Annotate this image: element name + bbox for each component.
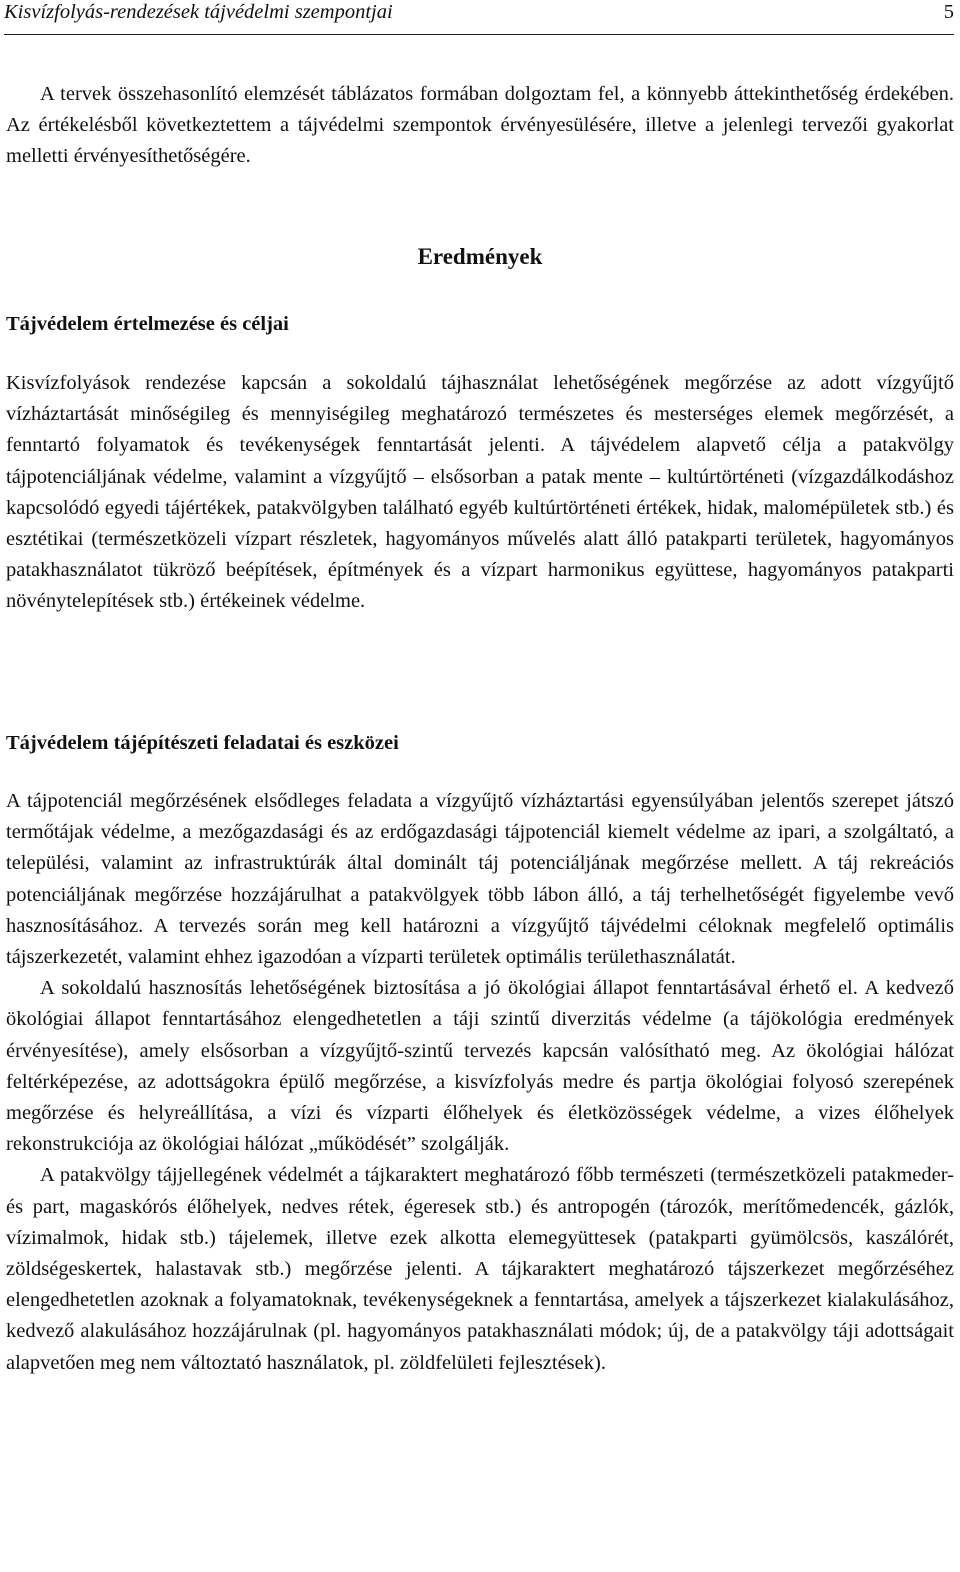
running-header bbox=[4, 0, 954, 35]
subsection-2-body bbox=[6, 786, 954, 1379]
section-title: Eredmények bbox=[417, 244, 543, 269]
subsection-2-paragraph-2: A sokoldalú hasznosítás lehetőségének biztosítása a jó ökológiai állapot fenntartásával érhető el. A kedvező ökológiai állapot fenntartásához elengedhetetlen a táji szintű diverzitás védelme (a tájökológia eredmények érvényesítése), amely elsősorban a vízgyűjtő-szintű tervezés kapcsán valósítható meg. Az ökológiai hálózat feltérképezése, az adottságokra épülő megőrzése, a kisvízfolyás medre és partja ökológiai folyosó szerepének megőrzése és helyreállítása, a vízi és vízparti élőhelyek és életközösségek védelme, a vizes élőhelyek rekonstrukciója az ökológiai hálózat „működését” szolgálják. bbox=[6, 977, 954, 1156]
subsection-1-body bbox=[6, 368, 954, 618]
subsection-2-title: Tájvédelem tájépítészeti feladatai és eszközei bbox=[6, 732, 399, 754]
subsection-1-title: Tájvédelem értelmezése és céljai bbox=[6, 313, 289, 335]
subsection-2-paragraph-1: A tájpotenciál megőrzésének elsődleges feladata a vízgyűjtő vízháztartási egyensúlyában jelentős szerepet játszó termőtájak védelme, a mezőgazdasági és az erdőgazdasági tájpotenciál kiemelt védelme az ipari, a szolgáltató, a települési, valamint az infrastruktúrák által dominált táj potenciáljának megőrzése mellett. A táj rekreációs potenciáljának megőrzése hozzájárulhat a patakvölgyek több lábon álló, a táj terhelhetőségét figyelembe vevő hasznosításához. A tervezés során meg kell határozni a vízgyűjtő tájvédelmi céloknak megfelelő optimális tájszerkezetét, valamint ehhez igazodóan a vízparti területek optimális területhasználatát. bbox=[6, 790, 954, 969]
intro-paragraph: A tervek összehasonlító elemzését táblázatos formában dolgoztam fel, a könnyebb áttekinthetőség érdekében. Az értékelésből következtettem a tájvédelmi szempontok érvényesülésére, illetve a jelenlegi tervezői gyakorlat melletti érvényesíthetőségére. bbox=[6, 83, 954, 168]
running-title: Kisvízfolyás-rendezések tájvédelmi szempontjai bbox=[4, 1, 393, 23]
subsection-1-paragraph: Kisvízfolyások rendezése kapcsán a sokoldalú tájhasználat lehetőségének megőrzése az adott vízgyűjtő vízháztartását minőségileg és mennyiségileg meghatározó természetes és mesterséges elemek megőrzését, a fenntartó folyamatok és tevékenységek fenntartását jelenti. A tájvédelem alapvető célja a patakvölgy tájpotenciáljának védelme, valamint a vízgyűjtő – elsősorban a patak mente – kultúrtörténeti (vízgazdálkodáshoz kapcsolódó egyedi tájértékek, patakvölgyben található egyéb kultúrtörténeti értékek, hidak, malomépületek stb.) és esztétikai (természetközeli vízpart részletek, hagyományos művelés alatt álló patakparti területek, hagyományos patakhasználatot tükröző beépítések, építmények és a vízpart harmonikus együttese, hagyományos patakparti növénytelepítések stb.) értékeinek védelme. bbox=[6, 372, 954, 613]
page-number: 5 bbox=[943, 1, 954, 23]
subsection-2-paragraph-3: A patakvölgy tájjellegének védelmét a tájkaraktert meghatározó főbb természeti (természetközeli patakmeder- és part, magaskórós élőhelyek, nedves rétek, égeresek stb.) és antropogén (tározók, merítőmedencék, gázlók, vízimalmok, hidak stb.) tájelemek, illetve ezek alkotta elemegyüttesek (patakparti gyümölcsös, kaszálórét, zöldségeskertek, halastavak stb.) megőrzése jelenti. A tájkaraktert meghatározó tájszerkezet megőrzéséhez elengedhetetlen azoknak a folyamatoknak, tevékenységeknek a fenntartása, amelyek a tájszerkezet kialakulásához, kedvező alakulásához hozzájárulnak (pl. hagyományos patakhasználati módok; új, de a patakvölgy táji adottságait alapvetően meg nem változtató használatok, pl. zöldfelületi fejlesztések). bbox=[6, 1164, 954, 1374]
intro-block bbox=[6, 79, 954, 173]
